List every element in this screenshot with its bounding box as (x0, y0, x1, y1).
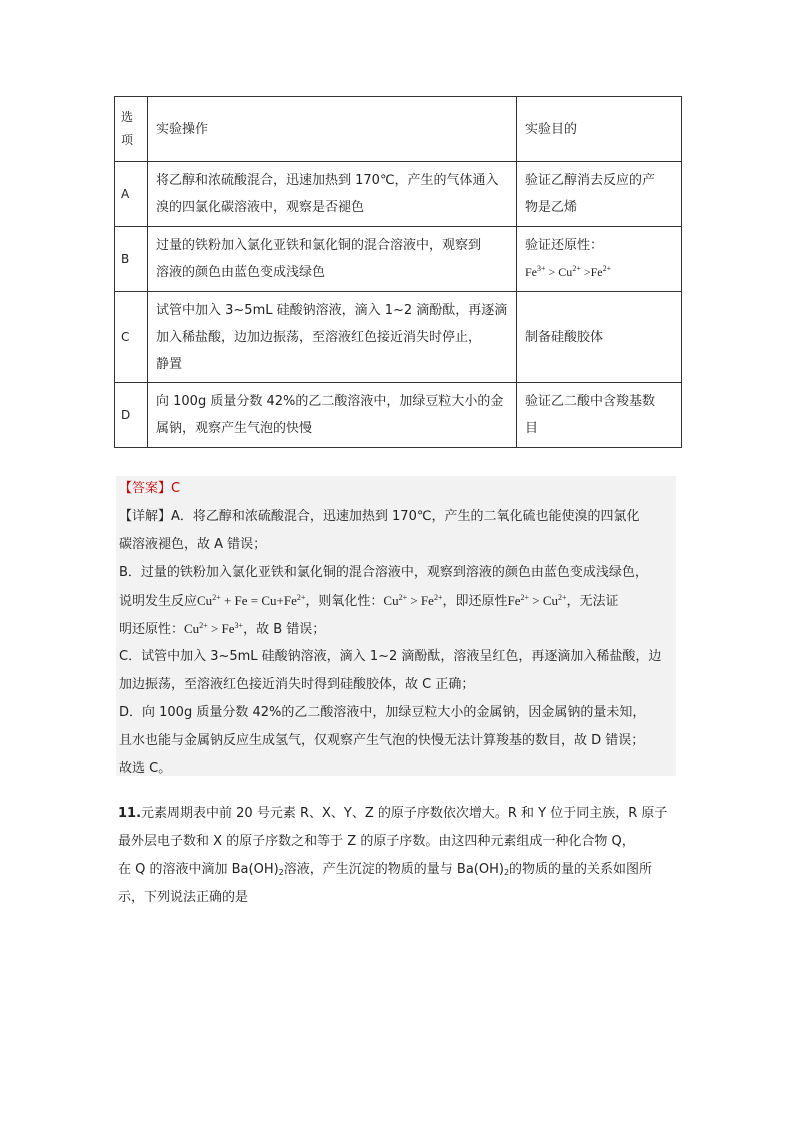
explanation-line: 且水也能与金属钠反应生成氢气，仅观察产生气泡的快慢无法计算羧基的数目，故 D 错误； (119, 733, 645, 748)
operation-text: 试管中加入 3~5mL 硅酸钠溶液，滴入 1~2 滴酚酞，再逐滴 (156, 302, 508, 318)
purpose-cell (517, 383, 682, 448)
explanation-text: A．将乙醇和浓硫酸混合，迅速加热到 170℃，产生的二氧化硫也能使溴的四氯化 (171, 509, 640, 524)
header-option-cell (115, 97, 148, 162)
operation-cell (148, 162, 517, 227)
formula-subscript: 2 (503, 868, 510, 877)
formula-operator: > (580, 265, 591, 279)
question-number: 11. (118, 806, 142, 821)
formula-charge: 2+ (558, 593, 567, 602)
reducibility-formula (525, 259, 673, 286)
explanation-text: ，则氧化性： (305, 594, 384, 609)
detail-label: 【详解】 (119, 509, 172, 524)
explanation-line: 故选 C。 (119, 761, 172, 776)
table-header-row (115, 97, 682, 162)
question-11 (118, 800, 684, 912)
header-option-line1: 选 (121, 110, 134, 124)
formula-species: Fe (590, 265, 603, 279)
explanation-line (119, 587, 676, 615)
formula-charge: 3+ (537, 264, 546, 273)
purpose-text: 制备硅酸胶体 (525, 329, 604, 345)
formula-species: > Fe (207, 621, 235, 636)
explanation-text: 说明发生反应 (119, 594, 198, 609)
formula-species: Fe (525, 265, 537, 279)
explanation-line: 碳溶液褪色，故 A 错误； (119, 537, 267, 552)
formula-species: > Fe (407, 593, 434, 608)
formula-species: Cu (383, 593, 399, 608)
operation-text: 过量的铁粉加入氯化亚铁和氯化铜的混合溶液中，观察到 (156, 238, 482, 253)
operation-cell (148, 383, 517, 448)
table-row (115, 292, 682, 383)
explanation-text: 明还原性： (119, 622, 185, 637)
header-purpose-cell: 实验目的 (517, 97, 682, 162)
option-cell: A (115, 162, 148, 227)
purpose-text: 验证还原性： (525, 238, 604, 253)
purpose-text: 目 (525, 421, 539, 436)
operation-text: 溴的四氯化碳溶液中，观察是否褪色 (156, 200, 365, 215)
formula-charge: 2+ (212, 593, 221, 602)
header-operation-cell: 实验操作 (148, 97, 517, 162)
explanation-line: 加边振荡，至溶液红色接近消失时得到硅酸胶体，故 C 正确； (119, 677, 475, 692)
question-line: 最外层电子数和 X 的原子序数之和等于 Z 的原子序数。由这四种元素组成一种化合物 Q， (118, 834, 635, 849)
purpose-cell (517, 292, 682, 383)
answer-label: 【答案】 (119, 481, 172, 496)
formula-charge: 2+ (572, 264, 581, 273)
reaction-equation (197, 593, 305, 608)
operation-cell (148, 292, 517, 383)
experiment-table (114, 96, 682, 448)
operation-text: 将乙醇和浓硫酸混合，迅速加热到 170℃，产生的气体通入 (156, 173, 499, 188)
option-cell: C (115, 292, 148, 383)
question-text: 在 Q 的溶液中滴加 Ba(OH) (118, 862, 279, 877)
formula-charge: 3+ (234, 621, 244, 630)
formula-charge: 2+ (199, 621, 208, 630)
table-row (115, 162, 682, 227)
option-cell: D (115, 383, 148, 448)
explanation-text: ，故 B 错误； (243, 622, 326, 637)
formula-species: Cu (197, 593, 213, 608)
question-line (118, 856, 684, 884)
purpose-text: 物是乙烯 (525, 200, 578, 215)
table-row (115, 383, 682, 448)
explanation-line (119, 615, 676, 643)
explanation-line: B．过量的铁粉加入氯化亚铁和氯化铜的混合溶液中，观察到溶液的颜色由蓝色变成浅绿色， (119, 565, 648, 580)
answer-line (119, 475, 676, 503)
question-text: 的物质的量的关系如图所 (509, 862, 653, 877)
formula-species: Cu (558, 265, 573, 279)
formula-species: Fe (507, 593, 521, 608)
explanation-text: ，即还原性 (442, 594, 508, 609)
oxidizing-order (383, 593, 442, 608)
purpose-cell (517, 227, 682, 292)
question-text: 溶液，产生沉淀的物质的量与 Ba(OH) (283, 862, 504, 877)
formula-subscript: 2 (278, 868, 284, 877)
explanation-line: D．向 100g 质量分数 42%的乙二酸溶液中，加绿豆粒大小的金属钠，因金属钠的量未知， (119, 705, 646, 720)
purpose-text: 验证乙醇消去反应的产 (525, 173, 656, 188)
formula-species: Cu (184, 621, 200, 636)
operation-text: 向 100g 质量分数 42%的乙二酸溶液中，加绿豆粒大小的金 (156, 394, 504, 409)
answer-box (116, 476, 676, 776)
formula-charge: 2+ (602, 264, 612, 273)
formula-charge: 2+ (398, 593, 408, 602)
operation-text: 溶液的颜色由蓝色变成浅绿色 (156, 265, 326, 280)
question-text: 元素周期表中前 20 号元素 R、X、Y、Z 的原子序数依次增大。R 和 Y 位于同主族，R 原子 (141, 806, 668, 821)
explanation-text: ，无法证 (566, 594, 619, 609)
operation-text: 属钠，观察产生气泡的快慢 (156, 421, 313, 436)
formula-charge: 2+ (296, 593, 306, 602)
formula-charge: 2+ (520, 593, 529, 602)
answer-value: C (171, 481, 181, 496)
purpose-cell (517, 162, 682, 227)
formula-species: + Fe = Cu+Fe (220, 593, 297, 608)
purpose-text: 验证乙二酸中含羧基数 (525, 394, 656, 409)
formula-operator: > (545, 265, 559, 279)
table-row (115, 227, 682, 292)
formula-charge: 2+ (433, 593, 443, 602)
formula-species: > Cu (528, 593, 558, 608)
operation-cell (148, 227, 517, 292)
option-cell: B (115, 227, 148, 292)
operation-text: 静置 (156, 356, 183, 372)
header-option-line2: 项 (121, 133, 134, 147)
explanation-line (119, 503, 676, 531)
reducing-order (184, 621, 243, 636)
operation-text: 加入稀盐酸，边加边振荡，至溶液红色接近消失时停止， (156, 329, 482, 345)
explanation-line: C．试管中加入 3~5mL 硅酸钠溶液，滴入 1~2 滴酚酞，溶液呈红色，再逐滴加入稀盐酸，边 (119, 649, 662, 664)
question-line (118, 800, 684, 828)
question-line: 示，下列说法正确的是 (118, 890, 249, 905)
reducing-order (507, 593, 566, 608)
